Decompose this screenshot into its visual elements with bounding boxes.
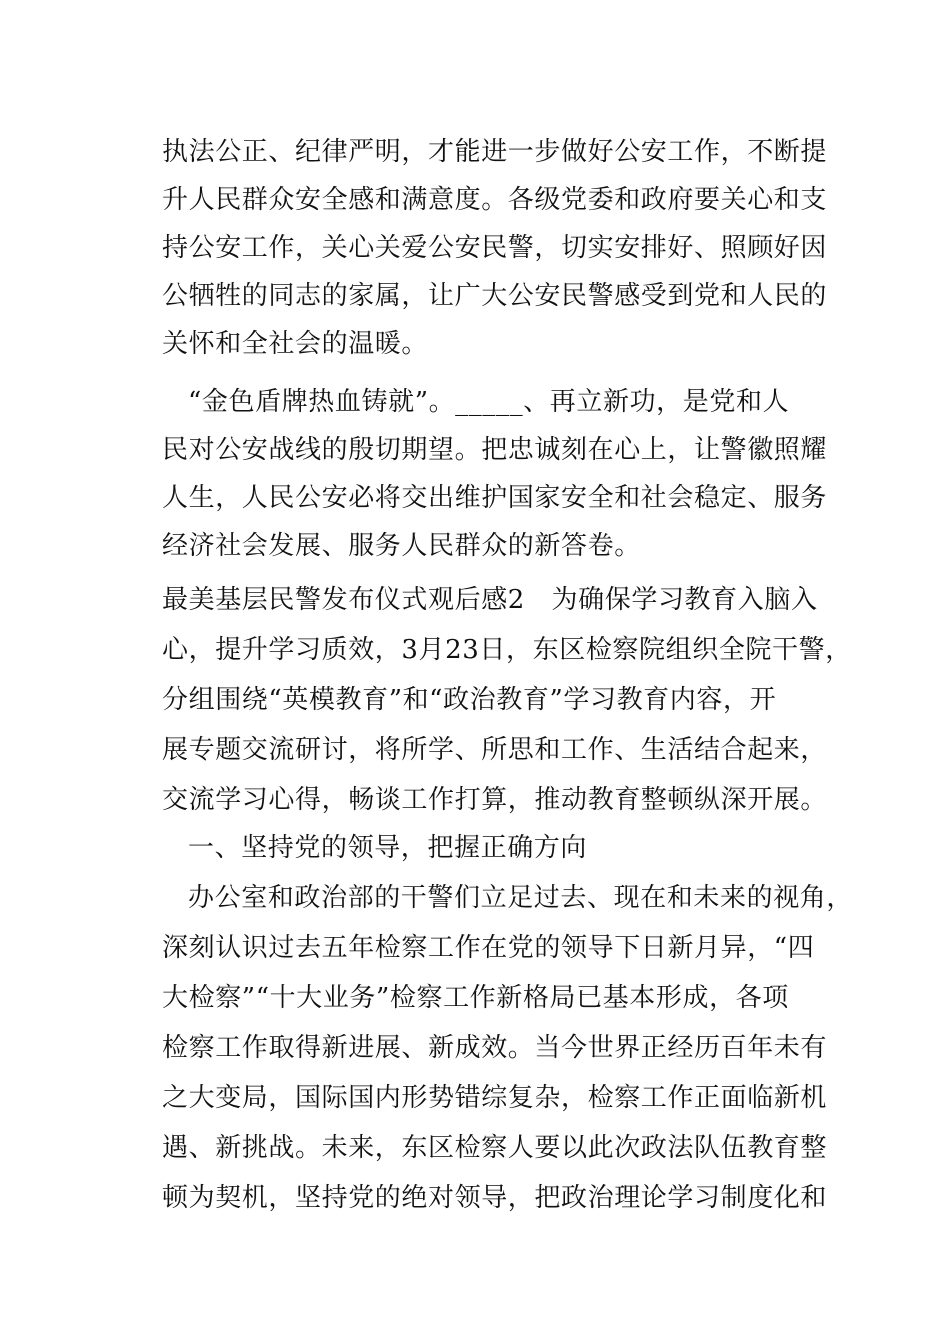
text-line: 心，提升学习质效，3月23日，东区检察院组织全院干警，	[162, 635, 852, 665]
text-line: 经济社会发展、服务人民群众的新答卷。	[162, 531, 641, 561]
section-heading-line: 最美基层民警发布仪式观后感2 为确保学习教育入脑入	[162, 585, 818, 615]
text-line: “金色盾牌热血铸就”。_____、再立新功，是党和人	[188, 387, 790, 417]
text-line: 展专题交流研讨，将所学、所思和工作、生活结合起来，	[162, 735, 828, 765]
text-line: 人生，人民公安必将交出维护国家安全和社会稳定、服务	[162, 483, 828, 513]
text-line: 交流学习心得，畅谈工作打算，推动教育整顿纵深开展。	[162, 785, 828, 815]
text-line: 升人民群众安全感和满意度。各级党委和政府要关心和支	[162, 185, 828, 215]
text-line: 分组围绕“英模教育”和“政治教育”学习教育内容，开	[162, 685, 777, 715]
text-line: 大检察”“十大业务”检察工作新格局已基本形成，各项	[162, 983, 789, 1013]
text-line: 关怀和全社会的温暖。	[162, 329, 429, 359]
subheading-line: 一、坚持党的领导，把握正确方向	[188, 833, 588, 863]
text-line: 公牺牲的同志的家属，让广大公安民警感受到党和人民的	[162, 281, 828, 311]
text-line: 办公室和政治部的干警们立足过去、现在和未来的视角，	[188, 883, 854, 913]
text-line: 持公安工作，关心关爱公安民警，切实安排好、照顾好因	[162, 233, 828, 263]
text-line: 民对公安战线的殷切期望。把忠诚刻在心上，让警徽照耀	[162, 435, 828, 465]
text-line: 顿为契机，坚持党的绝对领导，把政治理论学习制度化和	[162, 1183, 828, 1213]
text-line: 遇、新挑战。未来，东区检察人要以此次政法队伍教育整	[162, 1133, 828, 1163]
text-line: 之大变局，国际国内形势错综复杂，检察工作正面临新机	[162, 1083, 828, 1113]
text-line: 执法公正、纪律严明，才能进一步做好公安工作，不断提	[162, 137, 828, 167]
text-line: 深刻认识过去五年检察工作在党的领导下日新月异，“四	[162, 933, 815, 963]
text-line: 检察工作取得新进展、新成效。当今世界正经历百年未有	[162, 1033, 828, 1063]
